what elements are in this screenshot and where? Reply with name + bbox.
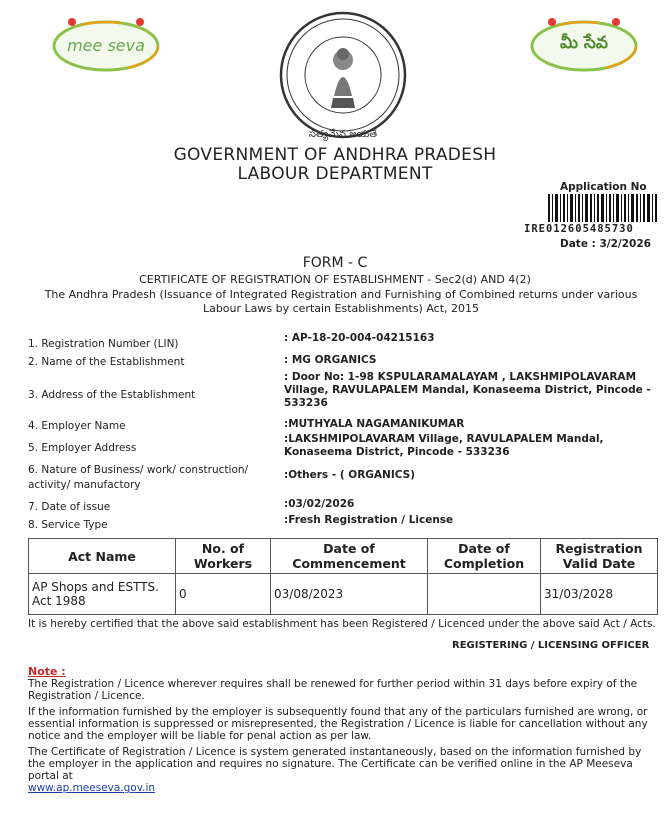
field-value-establishment-address: : Door No: 1-98 KSPULARAMALAYAM , LAKSHMIPOLAVARAM Village, RAVULAPALEM Mandal, Konaseema District, Pincode - 533236 bbox=[284, 371, 651, 409]
table-row bbox=[29, 574, 658, 615]
meeseva-logo-telugu-text: మీ సేవ bbox=[560, 33, 608, 53]
cell-date-of-commencement: 03/08/2023 bbox=[271, 574, 428, 615]
field-value-service-type: :Fresh Registration / License bbox=[284, 514, 454, 526]
field-label-nature-of-business: 6. Nature of Business/ work/ construction/ activity/ manufactory bbox=[28, 464, 249, 491]
note-heading: Note : bbox=[28, 665, 66, 678]
gov-line1: GOVERNMENT OF ANDHRA PRADESH bbox=[173, 145, 497, 165]
field-value-nature-of-business: :Others - ( ORGANICS) bbox=[284, 469, 416, 481]
certification-statement: It is hereby certified that the above said establishment has been Registered / Licenced under the above said Act / Acts. bbox=[28, 618, 656, 630]
field-label-service-type: 8. Service Type bbox=[28, 519, 108, 531]
meeseva-logo-left bbox=[50, 16, 162, 74]
application-date: Date : 3/2/2026 bbox=[560, 238, 651, 250]
application-number: IRE012605485730 bbox=[524, 223, 634, 235]
note-paragraph-1: The Registration / Licence wherever requires shall be renewed for further period within 31 days before expiry of the Registration / Licence. bbox=[28, 678, 638, 702]
field-value-date-of-issue: :03/02/2026 bbox=[284, 498, 355, 510]
note-paragraph-3-text: The Certificate of Registration / Licence is system generated instantaneously, based on the information furnished by the employer in the application and requires no signature. The Certificate can be verified online in the AP Meeseva portal at bbox=[28, 746, 642, 782]
meeseva-logo-right bbox=[528, 16, 640, 74]
acts-table-header-row bbox=[29, 539, 658, 574]
act-subtitle-line2: Labour Laws by certain Establishments) Act, 2015 bbox=[202, 302, 480, 315]
field-label-employer-address: 5. Employer Address bbox=[28, 442, 137, 454]
barcode bbox=[548, 194, 658, 222]
note-paragraph-2: If the information furnished by the employer is subsequently found that any of the particulars furnished are wrong, or essential information is suppressed or misrepresented, the Registration / Licence is liable for cancellation without any notice and the employer will be liable for penal action as per law. bbox=[28, 706, 648, 742]
field-label-employer-name: 4. Employer Name bbox=[28, 420, 126, 432]
certificate-title: CERTIFICATE OF REGISTRATION OF ESTABLISHMENT - Sec2(d) AND 4(2) bbox=[139, 273, 531, 286]
field-label-date-of-issue: 7. Date of issue bbox=[28, 501, 111, 513]
meeseva-logo-text: mee seva bbox=[67, 36, 145, 55]
field-label-establishment-address: 3. Address of the Establishment bbox=[28, 389, 196, 401]
field-label-registration-number: 1. Registration Number (LIN) bbox=[28, 338, 179, 350]
col-act-name: Act Name bbox=[29, 539, 176, 574]
gov-line2: LABOUR DEPARTMENT bbox=[237, 164, 433, 184]
state-emblem-seal bbox=[276, 8, 410, 142]
cell-date-of-completion bbox=[428, 574, 541, 615]
acts-table bbox=[28, 538, 658, 615]
cell-act-name: AP Shops and ESTTS. Act 1988 bbox=[29, 574, 176, 615]
application-no-label: Application No bbox=[560, 181, 647, 193]
field-value-employer-name: :MUTHYALA NAGAMANIKUMAR bbox=[284, 418, 465, 430]
col-date-of-commencement: Date of Commencement bbox=[271, 539, 428, 574]
cell-no-of-workers: 0 bbox=[176, 574, 271, 615]
cell-registration-valid-date: 31/03/2028 bbox=[541, 574, 658, 615]
government-title bbox=[0, 146, 670, 184]
field-value-establishment-name: : MG ORGANICS bbox=[284, 354, 377, 366]
col-no-of-workers: No. of Workers bbox=[176, 539, 271, 574]
registering-officer: REGISTERING / LICENSING OFFICER bbox=[452, 640, 650, 651]
act-subtitle bbox=[36, 288, 646, 316]
field-value-employer-address: :LAKSHMIPOLAVARAM Village, RAVULAPALEM Mandal, Konaseema District, Pincode - 533236 bbox=[284, 433, 604, 458]
form-title: FORM - C bbox=[302, 255, 368, 271]
seal-caption: సత్యమేవ జయతే bbox=[308, 129, 378, 140]
col-date-of-completion: Date of Completion bbox=[428, 539, 541, 574]
act-subtitle-line1: The Andhra Pradesh (Issuance of Integrated Registration and Furnishing of Combined returns under various bbox=[44, 288, 638, 301]
note-paragraph-3 bbox=[28, 746, 652, 794]
meeseva-portal-link[interactable]: www.ap.meeseva.gov.in bbox=[28, 782, 156, 794]
field-label-establishment-name: 2. Name of the Establishment bbox=[28, 356, 185, 368]
field-value-registration-number: : AP-18-20-004-04215163 bbox=[284, 332, 435, 344]
col-registration-valid-date: Registration Valid Date bbox=[541, 539, 658, 574]
